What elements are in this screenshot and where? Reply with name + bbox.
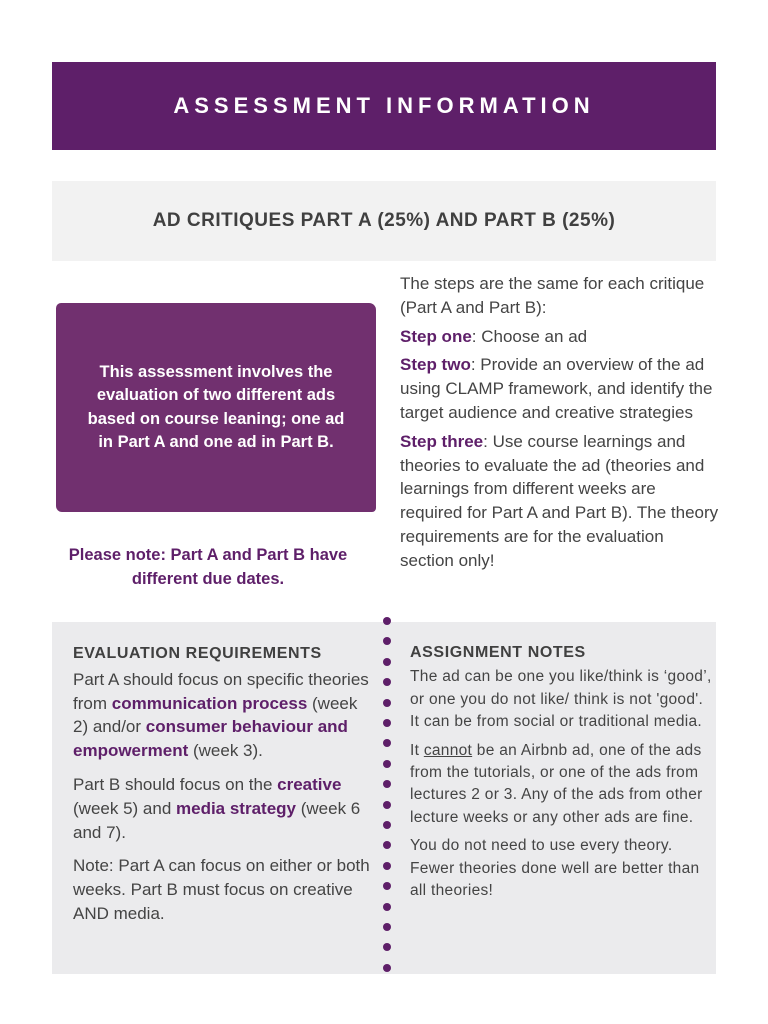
highlight-consumer-behaviour: consumer behaviour and empowerment: [73, 717, 348, 761]
divider-dot: [383, 943, 391, 951]
step-three-label: Step three: [400, 431, 484, 451]
assignment-note-1: The ad can be one you like/think is ‘good’, or one you do not like/ think is not 'good'. It can be from social or traditional media.: [410, 668, 712, 731]
step-two: [400, 353, 722, 424]
evaluation-heading: EVALUATION REQUIREMENTS: [73, 645, 322, 662]
evaluation-part-a-text-3: (week 3).: [188, 741, 263, 761]
dotted-divider: [382, 617, 392, 979]
divider-dot: [383, 658, 391, 666]
divider-dot: [383, 821, 391, 829]
steps-list: [400, 272, 722, 578]
assignment-notes: [410, 642, 712, 908]
step-three: [400, 430, 722, 573]
divider-dot: [383, 719, 391, 727]
evaluation-note: Note: Part A can focus on either or both weeks. Part B must focus on creative AND media.: [73, 856, 370, 923]
highlight-creative: creative: [277, 774, 342, 794]
divider-dot: [383, 964, 391, 972]
step-one-text: : Choose an ad: [471, 326, 588, 346]
intro-box: [58, 305, 374, 510]
step-three-text: : Use course learnings and theories to evaluate the ad (theories and learnings from different weeks are required for Part A and Part B). The theory requirements are for the evaluation section only!: [400, 431, 719, 570]
assignment-note-3: You do not need to use every theory. Fewer theories done well are better than all theories!: [410, 837, 700, 900]
step-one-label: Step one: [400, 326, 472, 346]
assignment-note-2-text: It: [410, 741, 424, 759]
section-header: [52, 181, 716, 261]
divider-dot: [383, 617, 391, 625]
intro-text: This assessment involves the evaluation of two different ads based on course leaning; one ad in Part A and one ad in Part B.: [87, 362, 345, 451]
page-title: ASSESSMENT INFORMATION: [173, 93, 595, 118]
evaluation-part-a: [73, 668, 373, 763]
divider-dot: [383, 903, 391, 911]
step-two-text: : Provide an overview of the ad using CLAMP framework, and identify the target audience and creative strategies: [400, 355, 713, 422]
evaluation-part-b-text-3: (week 6 and 7).: [73, 798, 361, 842]
assignment-notes-heading: ASSIGNMENT NOTES: [410, 644, 586, 661]
steps-intro: The steps are the same for each critique (Part A and Part B):: [400, 274, 705, 317]
evaluation-part-a-text-2: (week 2) and/or: [73, 693, 358, 737]
step-one: [400, 325, 722, 349]
divider-dot: [383, 862, 391, 870]
due-date-note: Please note: Part A and Part B have different due dates.: [68, 546, 348, 588]
divider-dot: [383, 841, 391, 849]
divider-dot: [383, 882, 391, 890]
evaluation-requirements: [73, 642, 373, 936]
evaluation-part-b: [73, 773, 373, 844]
divider-dot: [383, 801, 391, 809]
cannot-underlined: cannot: [423, 741, 473, 759]
assignment-note-2-text-2: be an Airbnb ad, one of the ads from the tutorials, or one of the ads from lectures 2 or 3. Any of the ads from other lecture weeks or any other ads are fine.: [410, 741, 703, 826]
step-two-label: Step two: [400, 355, 471, 375]
divider-dot: [383, 678, 391, 686]
section-title: AD CRITIQUES PART A (25%) AND PART B (25%): [152, 210, 616, 231]
divider-dot: [383, 637, 391, 645]
highlight-media-strategy: media strategy: [176, 798, 296, 818]
title-banner: [52, 62, 716, 150]
assignment-note-2: [410, 740, 712, 830]
evaluation-part-b-text: Part B should focus on the: [73, 774, 278, 794]
divider-dot: [383, 760, 391, 768]
divider-dot: [383, 699, 391, 707]
divider-dot: [383, 780, 391, 788]
divider-dot: [383, 739, 391, 747]
evaluation-part-a-text: Part A should focus on specific theories from: [73, 669, 369, 713]
divider-dot: [383, 923, 391, 931]
evaluation-part-b-text-2: (week 5) and: [73, 798, 176, 818]
highlight-communication-process: communication process: [111, 693, 308, 713]
